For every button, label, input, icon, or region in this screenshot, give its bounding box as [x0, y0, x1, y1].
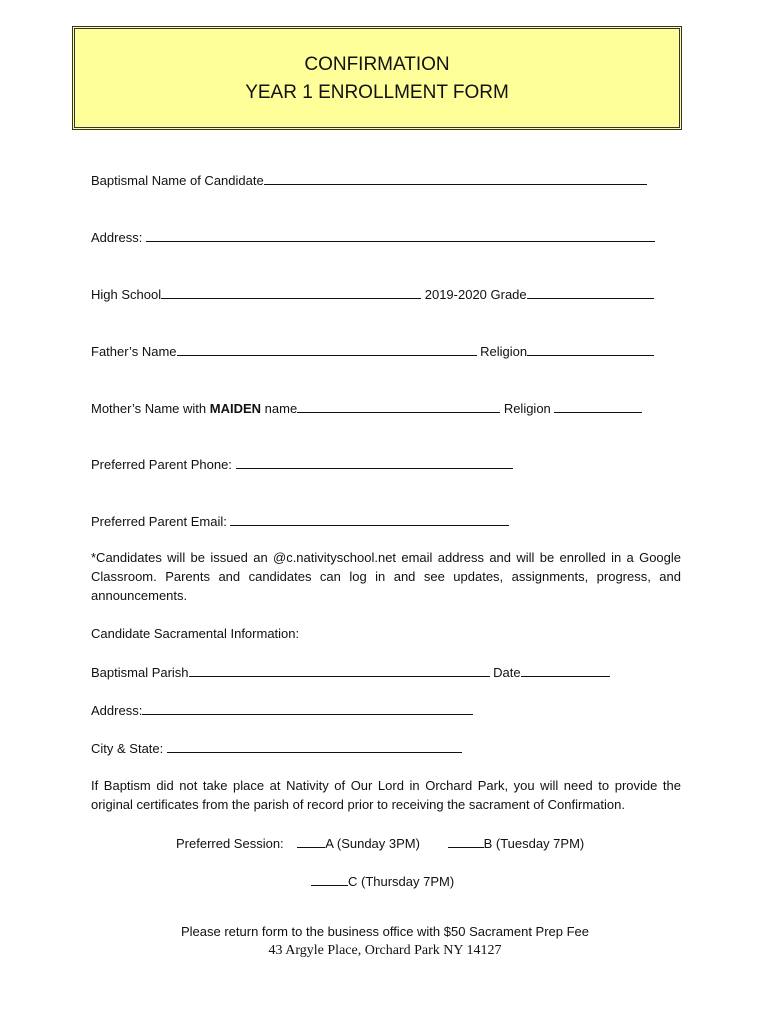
mothers-name-label-prefix: Mother’s Name with: [91, 401, 207, 416]
sacramental-address-row: [91, 700, 473, 718]
return-note: Please return form to the business office with $50 Sacrament Prep Fee: [180, 924, 590, 939]
baptismal-parish-field[interactable]: [189, 662, 490, 677]
grade-field[interactable]: [527, 284, 654, 299]
father-religion-label: Religion: [480, 344, 528, 359]
mother-religion-label: Religion: [503, 401, 551, 416]
date-label: Date: [493, 665, 521, 680]
session-c-label: C (Thursday 7PM): [348, 874, 455, 889]
baptismal-parish-label: Baptismal Parish: [91, 665, 189, 680]
mothers-name-label-suffix: name: [264, 401, 298, 416]
address-row: [91, 227, 655, 245]
email-note: *Candidates will be issued an @c.nativityschool.net email address and will be enrolled in a Google Classroom. Parents and candidates can log in and see updates, assignments, progress, and announcements.: [91, 550, 681, 603]
high-school-label: High School: [91, 287, 162, 302]
maiden-label: MAIDEN: [209, 401, 262, 416]
fathers-name-label: Father’s Name: [91, 344, 177, 359]
session-b-field[interactable]: [448, 833, 484, 848]
mothers-name-row: [91, 398, 642, 416]
session-c-field[interactable]: [311, 871, 348, 886]
session-b-label: B (Tuesday 7PM): [483, 836, 585, 851]
office-address: 43 Argyle Place, Orchard Park NY 14127: [268, 943, 502, 958]
high-school-row: [91, 284, 654, 302]
phone-field[interactable]: [236, 454, 513, 469]
form-title-banner: [72, 26, 682, 130]
email-field[interactable]: [230, 511, 509, 526]
grade-label: 2019-2020 Grade: [424, 287, 527, 302]
city-state-field[interactable]: [167, 738, 462, 753]
phone-label: Preferred Parent Phone:: [91, 457, 232, 472]
session-a-label: A (Sunday 3PM): [325, 836, 420, 851]
sacramental-heading: Candidate Sacramental Information:: [91, 626, 300, 641]
session-row: [176, 833, 584, 851]
baptismal-parish-row: [91, 662, 610, 680]
baptismal-name-field[interactable]: [264, 170, 647, 185]
email-row: [91, 511, 509, 529]
fathers-name-field[interactable]: [177, 341, 477, 356]
fathers-name-row: [91, 341, 654, 359]
city-state-label: City & State:: [91, 741, 164, 756]
session-label: Preferred Session:: [176, 836, 284, 851]
form-subtitle: YEAR 1 ENROLLMENT FORM: [245, 82, 509, 103]
email-label: Preferred Parent Email:: [91, 514, 227, 529]
mother-religion-field[interactable]: [554, 398, 642, 413]
city-state-row: [91, 738, 462, 756]
phone-row: [91, 454, 513, 472]
address-field[interactable]: [146, 227, 655, 242]
session-a-field[interactable]: [297, 833, 325, 848]
baptismal-name-label: Baptismal Name of Candidate: [91, 173, 264, 188]
address-label: Address:: [91, 230, 143, 245]
baptismal-name-row: [91, 170, 647, 188]
session-c-row: [311, 871, 454, 889]
baptism-note: If Baptism did not take place at Nativity of Our Lord in Orchard Park, you will need to provide the original certificates from the parish of record prior to receiving the sacrament of Confirmation.: [91, 778, 681, 812]
high-school-field[interactable]: [161, 284, 421, 299]
sacramental-address-label: Address:: [91, 703, 143, 718]
mothers-name-field[interactable]: [297, 398, 500, 413]
father-religion-field[interactable]: [527, 341, 654, 356]
sacramental-address-field[interactable]: [142, 700, 473, 715]
form-title: CONFIRMATION: [304, 54, 450, 75]
date-field[interactable]: [521, 662, 610, 677]
